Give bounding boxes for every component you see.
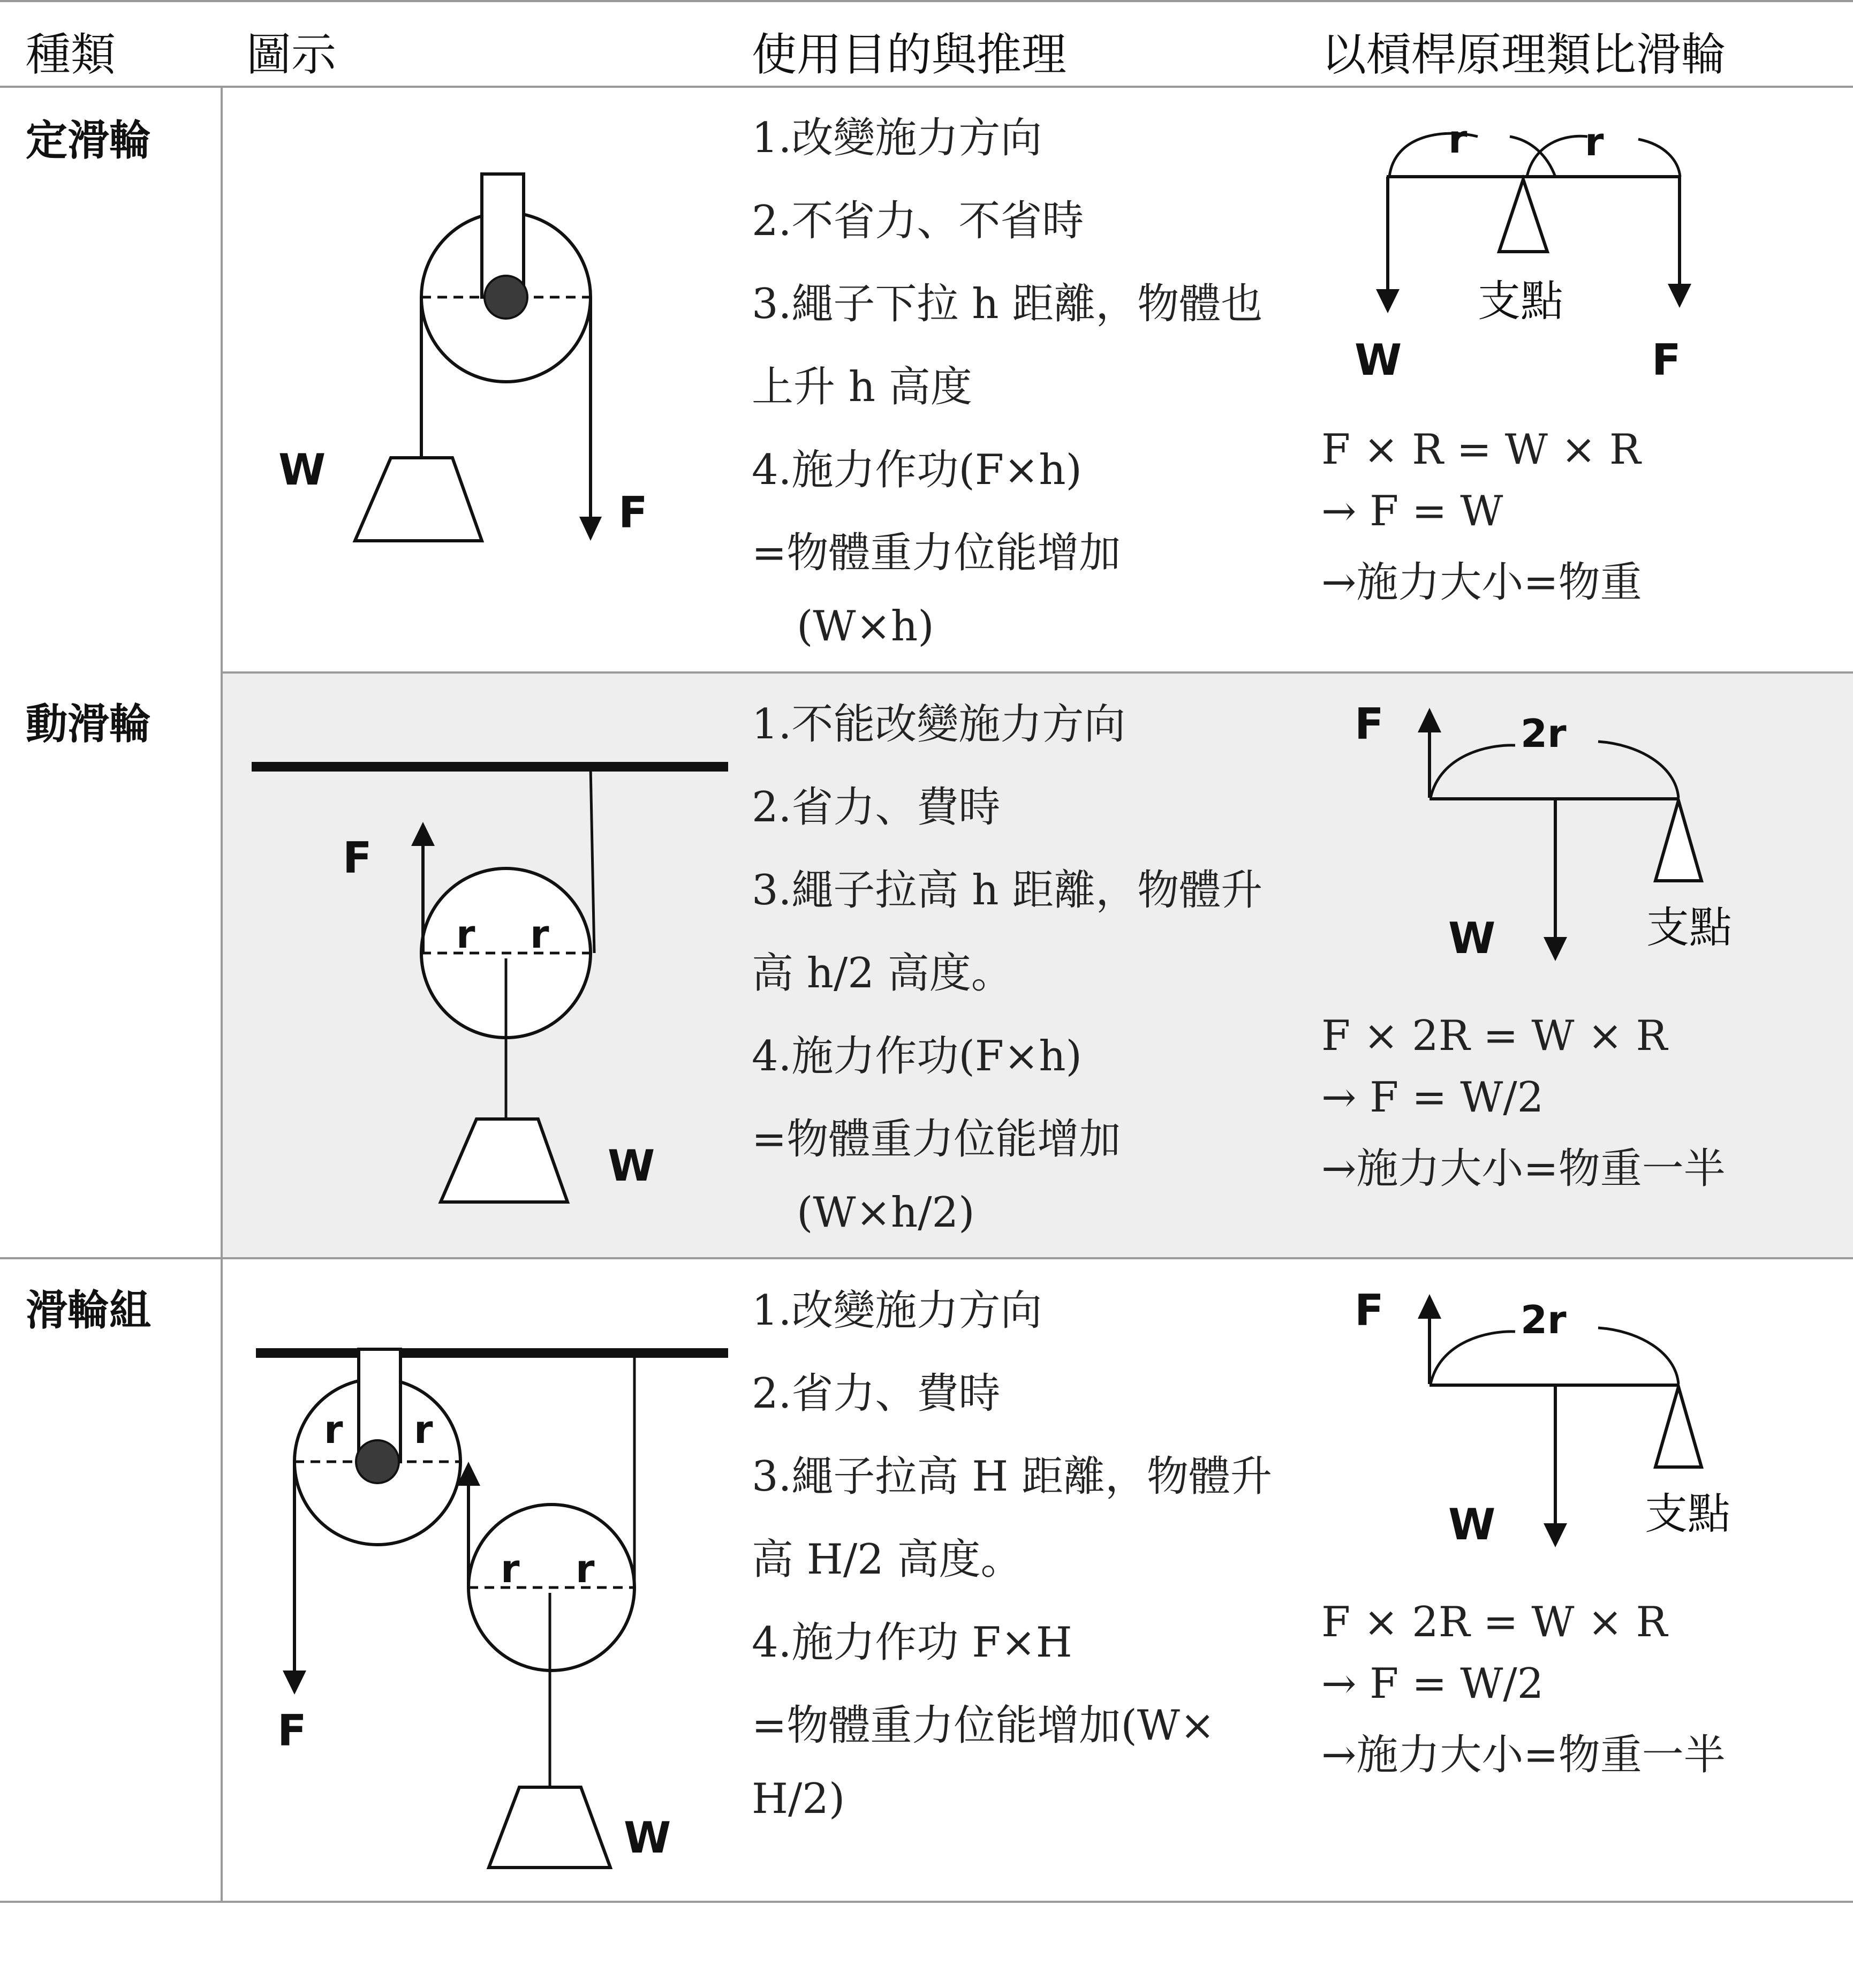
purpose-line: 1.不能改變施力方向 [752, 700, 1126, 749]
purpose-line: 上升 h 高度 [752, 363, 972, 411]
purpose-line: 3.繩子下拉 h 距離，物體也 [752, 280, 1263, 328]
purpose-line: (W×h) [797, 602, 934, 651]
arm-label: 2r [1521, 1297, 1567, 1342]
table-bottom-rule [0, 1901, 1853, 1903]
equation-line: →施力大小=物重一半 [1321, 1731, 1726, 1779]
row-type-tackle: 滑輪組 [26, 1287, 152, 1335]
equation-line: F × R = W × R [1321, 426, 1641, 474]
force-label: F [1652, 335, 1681, 385]
equation-line: →施力大小=物重一半 [1321, 1145, 1726, 1193]
fixed-radius-label-right: r [414, 1407, 433, 1452]
arm-label-right: r [1585, 119, 1604, 164]
fixed-radius-label-left: r [324, 1407, 343, 1452]
purpose-line: =物體重力位能增加(W× [752, 1702, 1215, 1750]
force-label: F [1355, 1286, 1384, 1335]
fulcrum-label: 支點 [1646, 903, 1732, 953]
radius-label-left: r [456, 912, 475, 957]
weight-label: W [278, 445, 326, 495]
purpose-line: =物體重力位能增加 [752, 1115, 1121, 1163]
header-type: 種類 [26, 28, 116, 81]
weight-label: W [1448, 1500, 1496, 1549]
fulcrum-label: 支點 [1645, 1489, 1730, 1539]
equation-line: → F = W/2 [1321, 1660, 1544, 1708]
header-figure: 圖示 [246, 28, 337, 81]
row-type-fixed: 定滑輪 [26, 117, 152, 165]
purpose-line: 2.不省力、不省時 [752, 197, 1084, 245]
force-label: F [1355, 699, 1384, 749]
header-lever: 以槓桿原理類比滑輪 [1321, 28, 1727, 81]
purpose-line: 3.繩子拉高 H 距離，物體升 [752, 1453, 1273, 1501]
weight-label: W [624, 1813, 671, 1863]
equation-line: → F = W [1321, 487, 1503, 535]
arm-label: 2r [1521, 711, 1567, 756]
force-label: F [343, 833, 372, 883]
purpose-line: 1.改變施力方向 [752, 114, 1042, 162]
weight-label: W [608, 1141, 655, 1191]
equation-line: →施力大小=物重 [1321, 558, 1642, 607]
radius-label-right: r [530, 912, 549, 957]
purpose-line: 高 h/2 高度。 [752, 949, 1013, 997]
equation-line: → F = W/2 [1321, 1074, 1544, 1122]
fulcrum-label: 支點 [1478, 276, 1563, 326]
purpose-line: H/2) [752, 1775, 845, 1823]
purpose-line: 4.施力作功(F×h) [752, 446, 1082, 494]
weight-arrowhead [1544, 1523, 1567, 1547]
equation-line: F × 2R = W × R [1321, 1598, 1668, 1646]
purpose-line: 4.施力作功 F×H [752, 1619, 1072, 1667]
force-arrowhead [1418, 1294, 1441, 1319]
purpose-line: 2.省力、費時 [752, 1370, 1001, 1418]
purpose-line: 1.改變施力方向 [752, 1287, 1042, 1335]
weight-label: W [1448, 913, 1496, 963]
movable-radius-label-left: r [501, 1546, 520, 1591]
fulcrum [1655, 1387, 1701, 1467]
purpose-line: 高 H/2 高度。 [752, 1536, 1023, 1584]
purpose-line: 2.省力、費時 [752, 783, 1001, 832]
force-label: F [618, 488, 648, 538]
row-type-movable: 動滑輪 [26, 700, 152, 749]
weight-label: W [1355, 335, 1402, 385]
force-label: F [277, 1706, 307, 1756]
purpose-line: (W×h/2) [797, 1189, 975, 1237]
header-purpose: 使用目的與推理 [752, 28, 1067, 81]
movable-radius-label-right: r [576, 1546, 595, 1591]
equation-line: F × 2R = W × R [1321, 1012, 1668, 1060]
arm-label-left: r [1448, 117, 1468, 162]
purpose-line: =物體重力位能增加 [752, 529, 1121, 577]
purpose-line: 3.繩子拉高 h 距離，物體升 [752, 866, 1263, 914]
purpose-line: 4.施力作功(F×h) [752, 1032, 1082, 1080]
